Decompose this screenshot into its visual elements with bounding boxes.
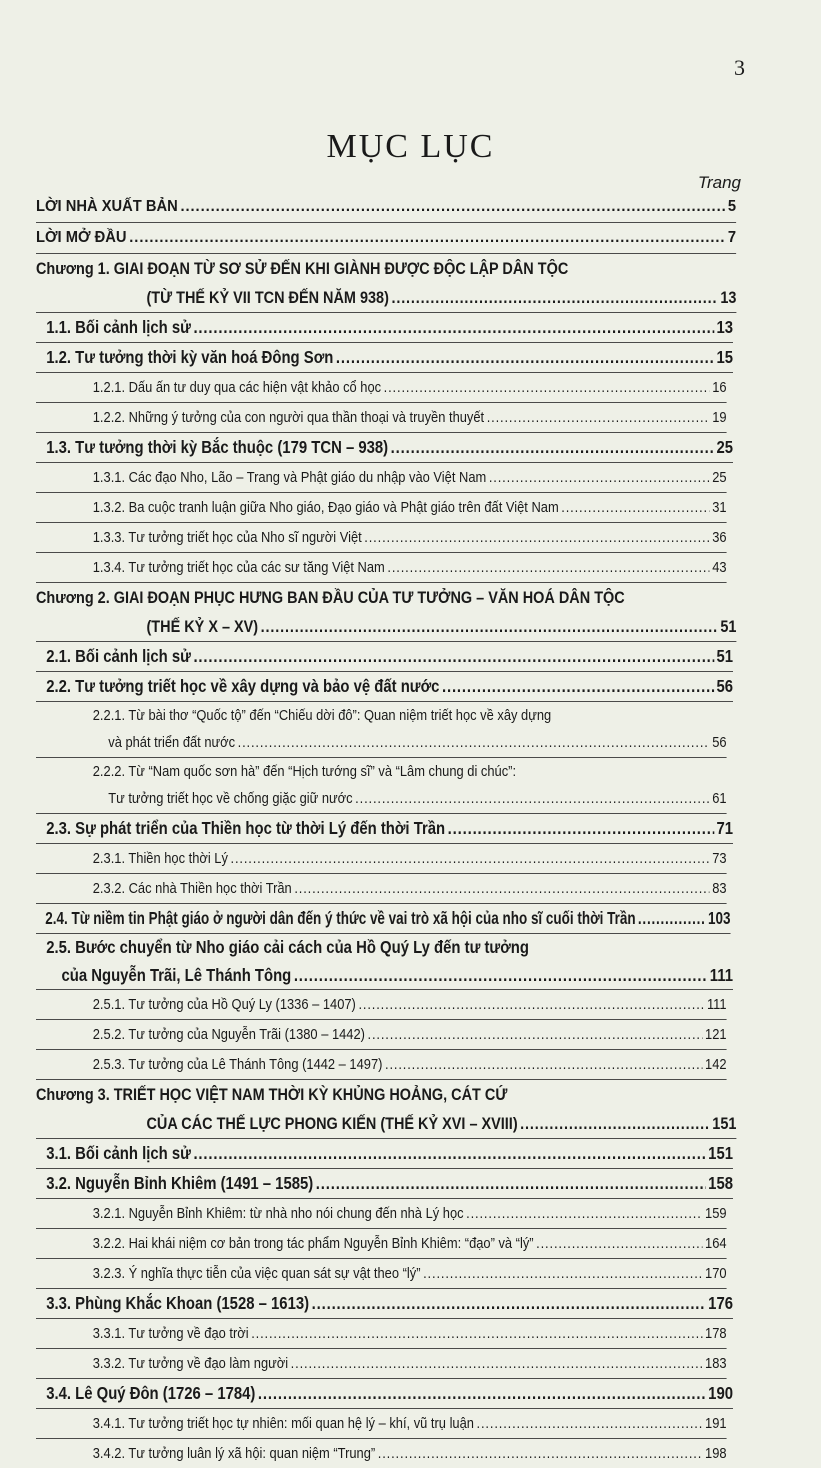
toc-entry-3-4-2[interactable] [36,1439,727,1468]
toc-page: 73 [712,850,727,867]
toc-page: 19 [712,409,727,426]
toc-page: 56 [712,734,727,751]
toc-page: 25 [712,469,727,486]
toc-page: 191 [705,1415,727,1432]
toc-label: 2.3.2. Các nhà Thiền học thời Trần [92,880,292,897]
toc-entry-2-2-1[interactable] [36,702,727,758]
toc-label: 3.4.1. Tư tưởng triết học tự nhiên: mối quan hệ lý – khí, vũ trụ luận [92,1415,474,1432]
toc-entry-3-3-1[interactable] [36,1319,727,1349]
toc-entry-2-5-3[interactable] [36,1050,727,1080]
toc-page: 183 [705,1355,727,1372]
toc-label: 3.4. Lê Quý Đôn (1726 – 1784) [46,1383,256,1403]
toc-label: 2.5.1. Tư tưởng của Hồ Quý Ly (1336 – 1407) [92,996,356,1013]
chapter-title: Chương 3. TRIẾT HỌC VIỆT NAM THỜI KỲ KHỦNG HOẢNG, CÁT CỨ [36,1085,508,1104]
toc-page: 16 [712,379,727,396]
toc-page: 51 [716,646,733,666]
table-of-contents [36,192,736,1468]
toc-label: 3.2. Nguyễn Bỉnh Khiêm (1491 – 1585) [46,1173,314,1193]
toc-page: 111 [706,996,727,1013]
toc-entry-2-4[interactable] [36,904,731,934]
toc-page: 198 [705,1445,727,1462]
toc-label: 2.2.2. Từ “Nam quốc sơn hà” đến “Hịch tướng sĩ” và “Lâm chung di chúc”: [92,763,517,780]
toc-entry-2-2[interactable] [36,672,733,702]
toc-entry-3-2-2[interactable] [36,1229,727,1259]
toc-label: 3.2.2. Hai khái niệm cơ bản trong tác phẩm Nguyễn Bỉnh Khiêm: “đạo” và “lý” [92,1235,534,1252]
chapter-title: Chương 2. GIAI ĐOẠN PHỤC HƯNG BAN ĐẦU CỦA TƯ TƯỞNG – VĂN HOÁ DÂN TỘC [36,588,625,607]
toc-entry-1-2[interactable] [36,343,733,373]
toc-entry-1-1[interactable] [36,313,733,343]
toc-label: 3.3.1. Tư tưởng về đạo trời [92,1325,249,1342]
toc-entry-loi-nha-xuat-ban[interactable] [36,192,736,223]
toc-page: 13 [720,288,737,307]
toc-entry-2-3-1[interactable] [36,844,727,874]
toc-page: 25 [716,437,733,457]
toc-entry-3-4-1[interactable] [36,1409,727,1439]
toc-page: 170 [705,1265,727,1282]
chapter-title: Chương 1. GIAI ĐOẠN TỪ SƠ SỬ ĐẾN KHI GIÀNH ĐƯỢC ĐỘC LẬP DÂN TỘC [36,259,569,278]
page-number: 3 [734,55,745,80]
toc-page: 178 [705,1325,727,1342]
toc-entry-3-4[interactable] [36,1379,733,1409]
toc-label: 1.3.1. Các đạo Nho, Lão – Trang và Phật giáo du nhập vào Việt Nam [92,469,487,486]
toc-entry-1-3-2[interactable] [36,493,727,523]
toc-page: 103 [708,908,731,928]
toc-label: 2.2.1. Từ bài thơ “Quốc tộ” đến “Chiếu dời đô”: Quan niệm triết học về xây dựng [92,707,552,724]
toc-page: 83 [712,880,727,897]
toc-label: 1.3.3. Tư tưởng triết học của Nho sĩ người Việt [92,529,362,546]
toc-label: 1.2.2. Những ý tưởng của con người qua thần thoại và truyền thuyết [92,409,485,426]
toc-label-cont: của Nguyễn Trãi, Lê Thánh Tông [61,965,292,985]
toc-entry-1-2-1[interactable] [36,373,727,403]
toc-chapter-1[interactable] [36,254,736,313]
toc-label-cont: và phát triển đất nước [108,734,236,751]
toc-page: 151 [712,1114,737,1133]
toc-label: 1.2.1. Dấu ấn tư duy qua các hiện vật khảo cổ học [92,379,382,396]
toc-chapter-2[interactable] [36,583,736,642]
toc-page: 151 [708,1143,733,1163]
toc-label: 1.2. Tư tưởng thời kỳ văn hoá Đông Sơn [46,347,334,367]
chapter-subtitle: (TỪ THẾ KỶ VII TCN ĐẾN NĂM 938) [146,288,389,307]
toc-label: 2.5. Bước chuyển từ Nho giáo cải cách của Hồ Quý Ly đến tư tưởng [46,937,529,957]
toc-entry-2-3[interactable] [36,814,733,844]
toc-label: 1.1. Bối cảnh lịch sử [46,317,191,337]
chapter-subtitle: (THẾ KỶ X – XV) [146,617,259,636]
toc-page: 164 [705,1235,727,1252]
toc-entry-2-5-1[interactable] [36,990,727,1020]
toc-label: 2.5.2. Tư tưởng của Nguyễn Trãi (1380 – 1442) [92,1026,365,1043]
toc-page: 56 [716,676,733,696]
toc-entry-1-3-4[interactable] [36,553,727,583]
toc-page: 142 [705,1056,727,1073]
toc-entry-loi-mo-dau[interactable] [36,223,736,254]
toc-page: 71 [716,818,733,838]
toc-page: 190 [708,1383,733,1403]
toc-label: 1.3. Tư tưởng thời kỳ Bắc thuộc (179 TCN – 938) [46,437,389,457]
toc-label: LỜI MỞ ĐẦU [36,229,127,246]
toc-label: 3.1. Bối cảnh lịch sử [46,1143,191,1163]
toc-entry-3-3[interactable] [36,1289,733,1319]
toc-label: 3.2.3. Ý nghĩa thực tiễn của việc quan sát sự vật theo “lý” [92,1265,421,1282]
toc-label: 2.1. Bối cảnh lịch sử [46,646,191,666]
toc-label: 2.2. Tư tưởng triết học về xây dựng và bảo vệ đất nước [46,676,440,696]
page-column-label: Trang [697,173,741,192]
toc-page: 159 [705,1205,727,1222]
toc-entry-2-3-2[interactable] [36,874,727,904]
toc-label: 3.3. Phùng Khắc Khoan (1528 – 1613) [46,1293,310,1313]
toc-entry-3-3-2[interactable] [36,1349,727,1379]
toc-label: 1.3.4. Tư tưởng triết học của các sư tăng Việt Nam [92,559,385,576]
toc-label: 3.2.1. Nguyễn Bỉnh Khiêm: từ nhà nho nói chung đến nhà Lý học [92,1205,464,1222]
toc-entry-2-1[interactable] [36,642,733,672]
toc-entry-2-5[interactable] [36,934,733,990]
toc-entry-1-3[interactable] [36,433,733,463]
toc-entry-3-2-3[interactable] [36,1259,727,1289]
toc-chapter-3[interactable] [36,1080,736,1139]
toc-page: 121 [705,1026,727,1043]
toc-label: 2.3.1. Thiền học thời Lý [92,850,228,867]
toc-page: 5 [727,198,737,215]
toc-page: 61 [712,790,727,807]
toc-label-cont: Tư tưởng triết học về chống giặc giữ nước [108,790,353,807]
toc-label: 3.3.2. Tư tưởng về đạo làm người [92,1355,289,1372]
page-title: MỤC LỤC [326,128,495,165]
toc-entry-1-3-3[interactable] [36,523,727,553]
toc-entry-1-2-2[interactable] [36,403,727,433]
toc-label: 1.3.2. Ba cuộc tranh luận giữa Nho giáo, Đạo giáo và Phật giáo trên đất Việt Nam [92,499,559,516]
toc-entry-3-2-1[interactable] [36,1199,727,1229]
toc-entry-2-5-2[interactable] [36,1020,727,1050]
toc-page: 13 [716,317,733,337]
toc-page: 15 [716,347,733,367]
toc-page: 51 [720,617,737,636]
toc-label: 3.4.2. Tư tưởng luân lý xã hội: quan niệm “Trung” [92,1445,376,1462]
toc-entry-2-2-2[interactable] [36,758,727,814]
toc-page: 111 [709,965,733,985]
toc-page: 158 [708,1173,733,1193]
toc-label: 2.3. Sự phát triển của Thiền học từ thời Lý đến thời Trần [46,818,446,838]
toc-page: 43 [712,559,727,576]
toc-page: 31 [712,499,727,516]
chapter-subtitle: CỦA CÁC THẾ LỰC PHONG KIẾN (THẾ KỶ XVI – XVIII) [146,1114,518,1133]
toc-page: 7 [727,229,737,246]
toc-page: 176 [708,1293,733,1313]
toc-label: 2.5.3. Tư tưởng của Lê Thánh Tông (1442 – 1497) [92,1056,383,1073]
toc-label: 2.4. Từ niềm tin Phật giáo ở người dân đến ý thức về vai trò xã hội của nho sĩ cuối thời Trần [45,908,636,928]
toc-entry-3-1[interactable] [36,1139,733,1169]
toc-entry-1-3-1[interactable] [36,463,727,493]
toc-page: 36 [712,529,727,546]
toc-label: LỜI NHÀ XUẤT BẢN [36,198,178,215]
toc-entry-3-2[interactable] [36,1169,733,1199]
